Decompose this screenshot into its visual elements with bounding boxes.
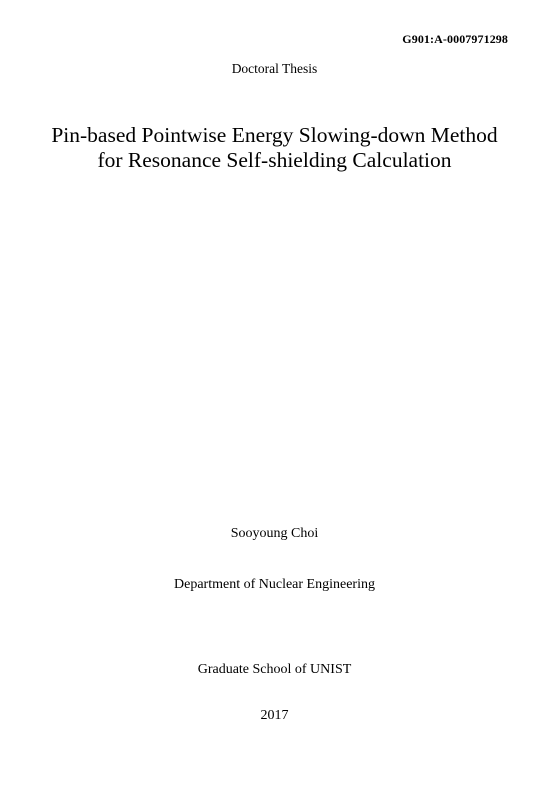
thesis-title	[0, 123, 549, 173]
author-name: Sooyoung Choi	[230, 526, 319, 541]
degree-label: Doctoral Thesis	[231, 61, 318, 76]
publication-year: 2017	[260, 708, 289, 723]
thesis-title-line-1: Pin-based Pointwise Energy Slowing-down Method	[51, 123, 498, 147]
thesis-title-line-2: for Resonance Self-shielding Calculation	[97, 148, 452, 172]
department-name: Department of Nuclear Engineering	[174, 577, 375, 592]
document-id: G901:A-0007971298	[402, 32, 508, 46]
school-name: Graduate School of UNIST	[197, 662, 352, 677]
